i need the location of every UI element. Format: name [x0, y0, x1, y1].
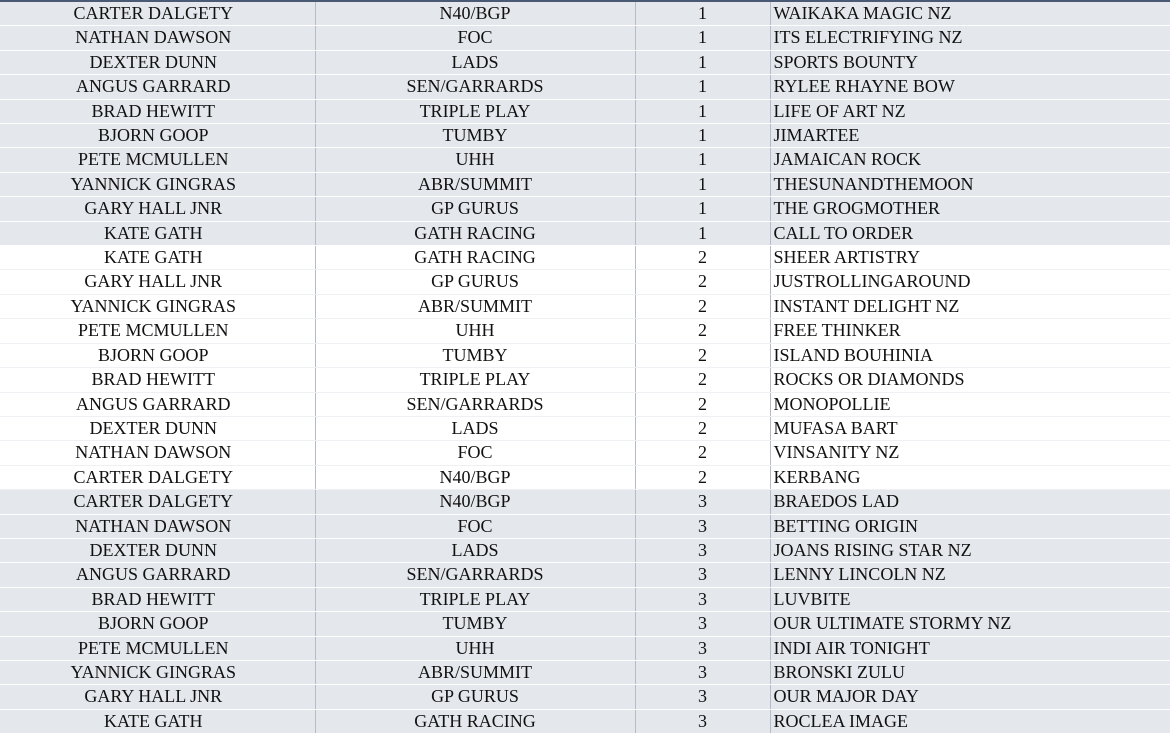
horse-cell[interactable]: ITS ELECTRIFYING NZ	[770, 26, 1170, 50]
team-cell[interactable]: LADS	[315, 538, 635, 562]
jockey-cell[interactable]: PETE MCMULLEN	[0, 636, 315, 660]
horse-cell[interactable]: JOANS RISING STAR NZ	[770, 538, 1170, 562]
team-cell[interactable]: TUMBY	[315, 124, 635, 148]
table-row[interactable]	[0, 612, 1170, 636]
jockey-cell[interactable]: BRAD HEWITT	[0, 587, 315, 611]
jockey-cell[interactable]: BJORN GOOP	[0, 343, 315, 367]
table-row[interactable]	[0, 392, 1170, 416]
table-body	[0, 2, 1170, 733]
horse-cell[interactable]: RYLEE RHAYNE BOW	[770, 75, 1170, 99]
jockey-cell[interactable]: DEXTER DUNN	[0, 538, 315, 562]
round-cell[interactable]: 2	[635, 368, 770, 392]
jockey-cell[interactable]: BJORN GOOP	[0, 612, 315, 636]
table-row[interactable]	[0, 441, 1170, 465]
horse-cell[interactable]: OUR ULTIMATE STORMY NZ	[770, 612, 1170, 636]
team-cell[interactable]: FOC	[315, 441, 635, 465]
table-row[interactable]	[0, 587, 1170, 611]
table-row[interactable]	[0, 148, 1170, 172]
round-cell[interactable]: 2	[635, 319, 770, 343]
jockey-cell[interactable]: KATE GATH	[0, 221, 315, 245]
team-cell[interactable]: SEN/GARRARDS	[315, 563, 635, 587]
round-cell[interactable]: 3	[635, 490, 770, 514]
team-cell[interactable]: UHH	[315, 148, 635, 172]
jockey-cell[interactable]: NATHAN DAWSON	[0, 441, 315, 465]
table-row[interactable]	[0, 124, 1170, 148]
team-cell[interactable]: GP GURUS	[315, 270, 635, 294]
round-cell[interactable]: 1	[635, 26, 770, 50]
round-cell[interactable]: 2	[635, 465, 770, 489]
table-row[interactable]	[0, 343, 1170, 367]
jockey-cell[interactable]: DEXTER DUNN	[0, 416, 315, 440]
round-cell[interactable]: 1	[635, 197, 770, 221]
horse-cell[interactable]: BETTING ORIGIN	[770, 514, 1170, 538]
table-row[interactable]	[0, 514, 1170, 538]
jockey-cell[interactable]: ANGUS GARRARD	[0, 75, 315, 99]
round-cell[interactable]: 1	[635, 172, 770, 196]
round-cell[interactable]: 3	[635, 538, 770, 562]
draft-table	[0, 2, 1170, 733]
table-row[interactable]	[0, 368, 1170, 392]
horse-cell[interactable]: ROCLEA IMAGE	[770, 709, 1170, 733]
jockey-cell[interactable]: KATE GATH	[0, 246, 315, 270]
jockey-cell[interactable]: PETE MCMULLEN	[0, 319, 315, 343]
jockey-cell[interactable]: KATE GATH	[0, 709, 315, 733]
jockey-cell[interactable]: BJORN GOOP	[0, 124, 315, 148]
table-row[interactable]	[0, 75, 1170, 99]
team-cell[interactable]: TUMBY	[315, 343, 635, 367]
team-cell[interactable]: N40/BGP	[315, 490, 635, 514]
team-cell[interactable]: GATH RACING	[315, 221, 635, 245]
jockey-cell[interactable]: CARTER DALGETY	[0, 465, 315, 489]
jockey-cell[interactable]: DEXTER DUNN	[0, 50, 315, 74]
horse-cell[interactable]: SHEER ARTISTRY	[770, 246, 1170, 270]
team-cell[interactable]: UHH	[315, 319, 635, 343]
round-cell[interactable]: 3	[635, 612, 770, 636]
table-row[interactable]	[0, 197, 1170, 221]
horse-cell[interactable]: LENNY LINCOLN NZ	[770, 563, 1170, 587]
table-row[interactable]	[0, 221, 1170, 245]
horse-cell[interactable]: OUR MAJOR DAY	[770, 685, 1170, 709]
jockey-cell[interactable]: ANGUS GARRARD	[0, 392, 315, 416]
table-row[interactable]	[0, 319, 1170, 343]
round-cell[interactable]: 1	[635, 50, 770, 74]
team-cell[interactable]: TUMBY	[315, 612, 635, 636]
team-cell[interactable]: ABR/SUMMIT	[315, 660, 635, 684]
team-cell[interactable]: GATH RACING	[315, 246, 635, 270]
team-cell[interactable]: GATH RACING	[315, 709, 635, 733]
team-cell[interactable]: N40/BGP	[315, 2, 635, 26]
jockey-cell[interactable]: CARTER DALGETY	[0, 2, 315, 26]
horse-cell[interactable]: LIFE OF ART NZ	[770, 99, 1170, 123]
table-row[interactable]	[0, 270, 1170, 294]
team-cell[interactable]: TRIPLE PLAY	[315, 587, 635, 611]
team-cell[interactable]: LADS	[315, 416, 635, 440]
round-cell[interactable]: 2	[635, 294, 770, 318]
jockey-cell[interactable]: GARY HALL JNR	[0, 270, 315, 294]
table-row[interactable]	[0, 172, 1170, 196]
table-row[interactable]	[0, 465, 1170, 489]
horse-cell[interactable]: BRAEDOS LAD	[770, 490, 1170, 514]
jockey-cell[interactable]: BRAD HEWITT	[0, 99, 315, 123]
table-row[interactable]	[0, 2, 1170, 26]
round-cell[interactable]: 2	[635, 270, 770, 294]
team-cell[interactable]: UHH	[315, 636, 635, 660]
round-cell[interactable]: 1	[635, 99, 770, 123]
horse-cell[interactable]: CALL TO ORDER	[770, 221, 1170, 245]
round-cell[interactable]: 1	[635, 221, 770, 245]
team-cell[interactable]: LADS	[315, 50, 635, 74]
horse-cell[interactable]: JUSTROLLINGAROUND	[770, 270, 1170, 294]
round-cell[interactable]: 3	[635, 514, 770, 538]
jockey-cell[interactable]: PETE MCMULLEN	[0, 148, 315, 172]
horse-cell[interactable]: MUFASA BART	[770, 416, 1170, 440]
round-cell[interactable]: 2	[635, 416, 770, 440]
team-cell[interactable]: SEN/GARRARDS	[315, 75, 635, 99]
horse-cell[interactable]: BRONSKI ZULU	[770, 660, 1170, 684]
jockey-cell[interactable]: GARY HALL JNR	[0, 197, 315, 221]
horse-cell[interactable]: THESUNANDTHEMOON	[770, 172, 1170, 196]
table-row[interactable]	[0, 563, 1170, 587]
table-row[interactable]	[0, 660, 1170, 684]
table-row[interactable]	[0, 294, 1170, 318]
round-cell[interactable]: 1	[635, 75, 770, 99]
round-cell[interactable]: 2	[635, 246, 770, 270]
table-row[interactable]	[0, 636, 1170, 660]
jockey-cell[interactable]: GARY HALL JNR	[0, 685, 315, 709]
jockey-cell[interactable]: YANNICK GINGRAS	[0, 172, 315, 196]
horse-cell[interactable]: THE GROGMOTHER	[770, 197, 1170, 221]
table-row[interactable]	[0, 709, 1170, 733]
round-cell[interactable]: 3	[635, 636, 770, 660]
round-cell[interactable]: 1	[635, 2, 770, 26]
team-cell[interactable]: FOC	[315, 514, 635, 538]
horse-cell[interactable]: ISLAND BOUHINIA	[770, 343, 1170, 367]
round-cell[interactable]: 3	[635, 563, 770, 587]
horse-cell[interactable]: FREE THINKER	[770, 319, 1170, 343]
horse-cell[interactable]: INDI AIR TONIGHT	[770, 636, 1170, 660]
table-row[interactable]	[0, 416, 1170, 440]
horse-cell[interactable]: KERBANG	[770, 465, 1170, 489]
horse-cell[interactable]: VINSANITY NZ	[770, 441, 1170, 465]
round-cell[interactable]: 3	[635, 587, 770, 611]
round-cell[interactable]: 2	[635, 392, 770, 416]
jockey-cell[interactable]: YANNICK GINGRAS	[0, 660, 315, 684]
horse-cell[interactable]: JAMAICAN ROCK	[770, 148, 1170, 172]
round-cell[interactable]: 1	[635, 148, 770, 172]
round-cell[interactable]: 3	[635, 660, 770, 684]
round-cell[interactable]: 3	[635, 685, 770, 709]
round-cell[interactable]: 2	[635, 441, 770, 465]
table-row[interactable]	[0, 26, 1170, 50]
jockey-cell[interactable]: BRAD HEWITT	[0, 368, 315, 392]
horse-cell[interactable]: WAIKAKA MAGIC NZ	[770, 2, 1170, 26]
round-cell[interactable]: 3	[635, 709, 770, 733]
team-cell[interactable]: GP GURUS	[315, 197, 635, 221]
jockey-cell[interactable]: YANNICK GINGRAS	[0, 294, 315, 318]
jockey-cell[interactable]: ANGUS GARRARD	[0, 563, 315, 587]
round-cell[interactable]: 2	[635, 343, 770, 367]
team-cell[interactable]: ABR/SUMMIT	[315, 294, 635, 318]
team-cell[interactable]: TRIPLE PLAY	[315, 99, 635, 123]
horse-cell[interactable]: INSTANT DELIGHT NZ	[770, 294, 1170, 318]
horse-cell[interactable]: MONOPOLLIE	[770, 392, 1170, 416]
team-cell[interactable]: ABR/SUMMIT	[315, 172, 635, 196]
jockey-cell[interactable]: NATHAN DAWSON	[0, 514, 315, 538]
horse-cell[interactable]: ROCKS OR DIAMONDS	[770, 368, 1170, 392]
team-cell[interactable]: TRIPLE PLAY	[315, 368, 635, 392]
horse-cell[interactable]: JIMARTEE	[770, 124, 1170, 148]
horse-cell[interactable]: SPORTS BOUNTY	[770, 50, 1170, 74]
horse-cell[interactable]: LUVBITE	[770, 587, 1170, 611]
jockey-cell[interactable]: NATHAN DAWSON	[0, 26, 315, 50]
table-row[interactable]	[0, 490, 1170, 514]
round-cell[interactable]: 1	[635, 124, 770, 148]
team-cell[interactable]: SEN/GARRARDS	[315, 392, 635, 416]
table-row[interactable]	[0, 538, 1170, 562]
jockey-cell[interactable]: CARTER DALGETY	[0, 490, 315, 514]
table-row[interactable]	[0, 99, 1170, 123]
table-row[interactable]	[0, 50, 1170, 74]
table-row[interactable]	[0, 246, 1170, 270]
team-cell[interactable]: N40/BGP	[315, 465, 635, 489]
table-row[interactable]	[0, 685, 1170, 709]
team-cell[interactable]: FOC	[315, 26, 635, 50]
team-cell[interactable]: GP GURUS	[315, 685, 635, 709]
